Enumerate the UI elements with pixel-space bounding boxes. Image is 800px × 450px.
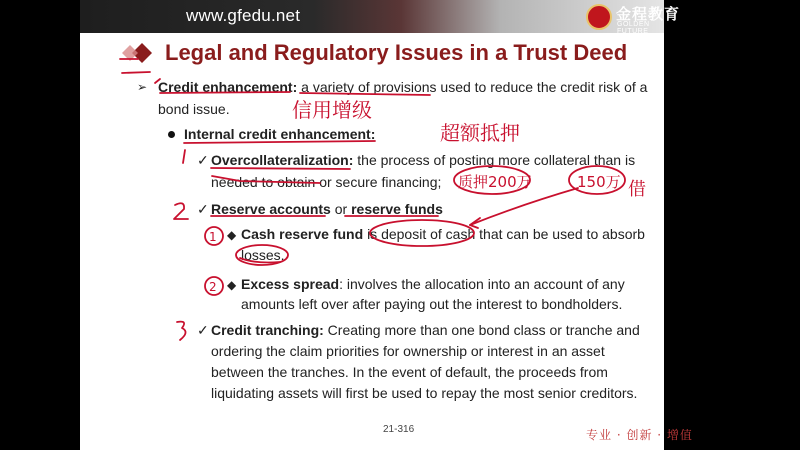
site-url: www.gfedu.net [186,6,301,25]
note-amount2: 150万 [577,173,621,191]
slide-title: Legal and Regulatory Issues in a Trust Deed [165,40,628,65]
note-right: 超额抵押 [440,121,520,145]
brand-logo [586,3,682,35]
check-icon: ✓ [197,322,209,338]
tranching-def: Creating more than one bond class or tranche and [327,322,640,338]
tranching-line [211,320,640,340]
circ-num-2: 2 [209,280,217,294]
check-icon: ✓ [197,152,209,168]
logo-english-text: GOLDEN FUTURE [617,21,650,35]
tranching-term: Credit tranching: [211,322,324,338]
logo-chinese-text: 金程教育 [616,5,681,23]
note-extra: 借 [628,179,646,200]
cash-reserve-def: that can be used to absorb [479,226,645,242]
tranching-def-2: ordering the claim priorities for ownership or interest in an asset [211,343,605,359]
credit-enhancement-def: a variety of provisions used to reduce the credit risk of a [301,79,648,95]
diamond-bullet-icon: ◆ [227,228,237,242]
cash-reserve-line [241,224,645,244]
check-icon: ✓ [197,201,209,217]
note-top: 信用增级 [292,98,372,122]
excess-spread-def-2: amounts left over after paying out the interest to bondholders. [241,296,623,312]
diamond-bullet-icon: ◆ [227,278,237,292]
title-diamond-icon [120,40,160,66]
reserve-line [211,199,443,219]
credit-enhancement-line [158,77,647,97]
cash-reserve-term: Cash reserve fund [241,226,364,242]
overcollateralization-line [211,150,635,170]
cash-reserve-deposit: deposit of cash [381,226,476,242]
reserve-or: or [334,201,348,217]
tranching-def-4: liquidating assets will first be used to repay the most senior creditors. [211,385,638,401]
bullet-arrow-icon: ➢ [137,80,148,94]
circ-num-1: 1 [209,230,217,244]
reserve-accounts-term: Reserve accounts [211,201,331,217]
cash-reserve-def-2: losses. [241,247,285,263]
internal-enhancement-label: Internal credit enhancement: [184,126,376,142]
credit-enhancement-def-2: bond issue. [158,101,230,117]
tranching-def-3: between the tranches. In the event of default, the proceeds from [211,364,608,380]
reserve-funds-term: reserve funds [351,201,443,217]
overcollateralization-term: Overcollateralization: [211,152,354,168]
excess-spread-term: Excess spread [241,276,340,292]
bullet-dot-icon [168,131,175,138]
page-number: 21-316 [383,424,415,435]
note-amount1: 质押200万 [458,173,532,191]
credit-enhancement-term: Credit enhancement: [158,79,298,95]
overcollateralization-def-2: needed to obtain or secure financing; [211,174,442,190]
logo-emblem-icon [586,4,612,30]
excess-spread-line [241,274,625,294]
excess-spread-def: : involves the allocation into an account of any [339,276,625,292]
overcollateralization-def: the process of posting more collateral than is [357,152,636,168]
top-banner [80,0,664,33]
footer-tagline: 专业 · 创新 · 增值 [586,428,693,442]
cash-reserve-is: is [367,226,378,242]
